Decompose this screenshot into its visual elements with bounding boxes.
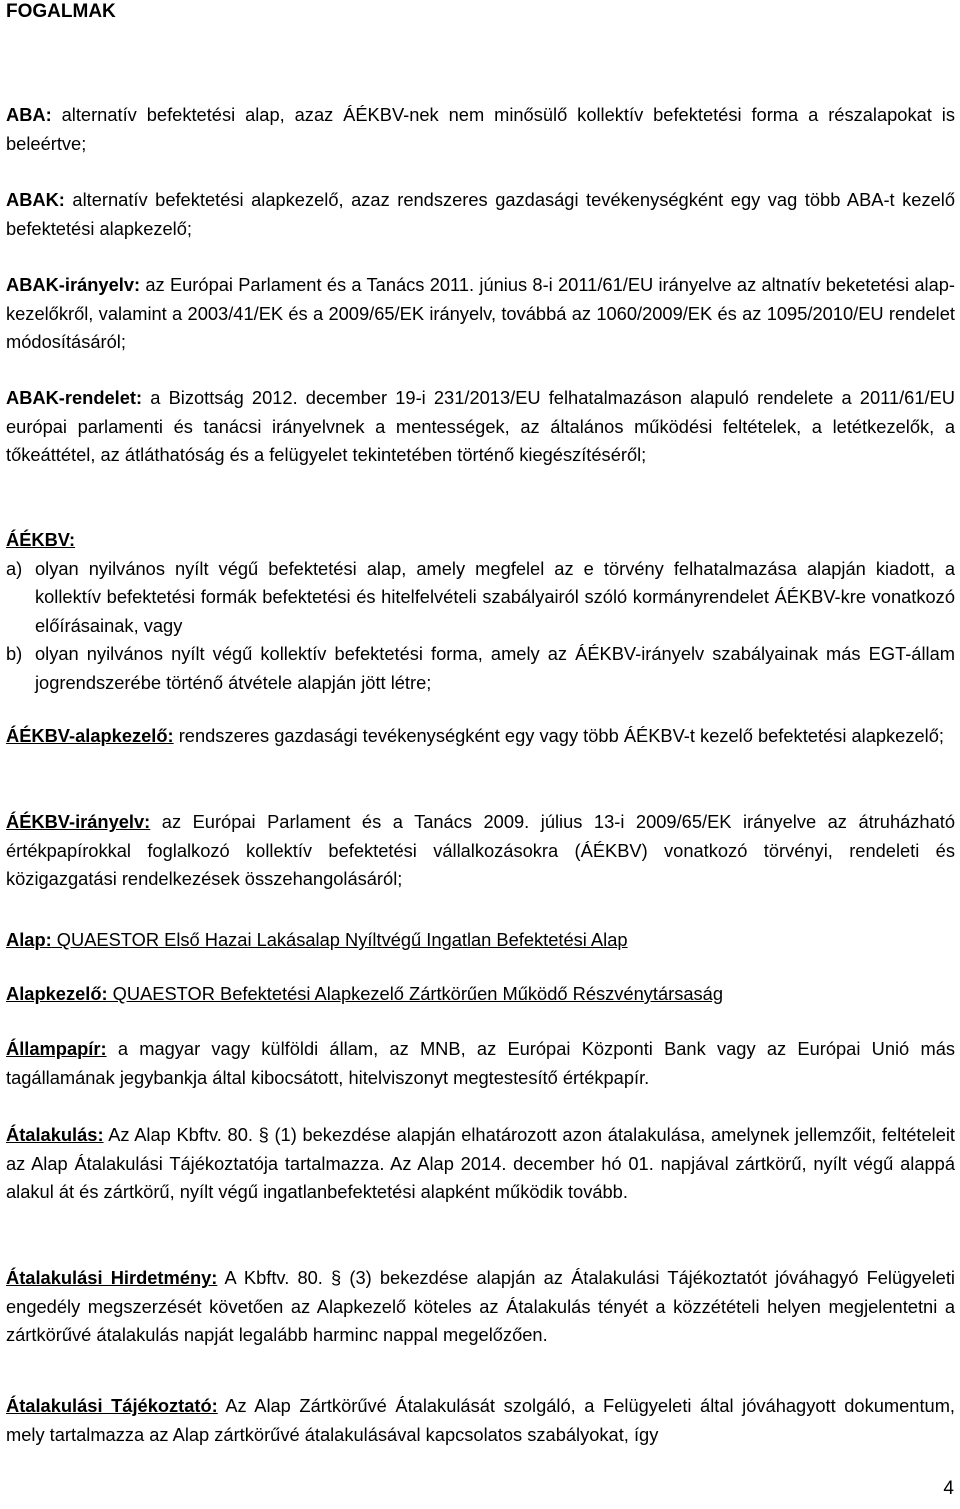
list-item-marker: a): [6, 557, 23, 579]
definition-alap: [6, 926, 955, 955]
definition-term: Alapkezelő:: [6, 983, 108, 1004]
definition-term: Átalakulási Tájékoztató:: [6, 1395, 218, 1416]
list-item: [6, 640, 955, 697]
definition-aekbv-alapkezelo: [6, 722, 955, 751]
list-item-marker: b): [6, 643, 23, 664]
definition-atalakulas: [6, 1121, 955, 1207]
list-item-text: olyan nyilvános nyílt végű kollektív befektetési forma, amely az ÁÉKBV-irányelv szabályainak más EGT-állam jogrendszerébe történő átvétele alapján jött létre;: [35, 643, 955, 693]
definition-text: QUAESTOR Első Hazai Lakásalap Nyíltvégű Ingatlan Befektetési Alap: [51, 929, 628, 950]
definition-text: az Európai Parlament és a Tanács 2011. június 8-i 2011/61/EU irányelve az altnatív beketetési alap-kezelőkről, valamint a 2003/41/EK és a 2009/65/EK irányelv, továbbá az 1060/2009/EK és az 1095/2010/EU rendelet módosításáról;: [6, 274, 955, 352]
definition-text: alternatív befektetési alapkezelő, azaz rendszeres gazdasági tevékenységként egy vag több ABA-t kezelő befektetési alapkezelő;: [6, 189, 955, 239]
definition-aekbv-iranyelv: [6, 808, 955, 894]
definition-text: alternatív befektetési alap, azaz ÁÉKBV-nek nem minősülő kollektív befektetési forma a részalapokat is beleértve;: [6, 104, 955, 154]
definition-abak-rendelet: [6, 384, 955, 470]
definition-text: A Kbftv. 80. § (3) bekezdése alapján az Átalakulási Tájékoztatót jóváhagyó Felügyeleti engedély megszerzését követően az Alapkezelő köteles az Átalakulás tényét a közzétételi helyen megjelentetni a zártkörűvé átalakulás napját legalább harminc nappal megelőzően.: [6, 1267, 955, 1345]
definition-term: Alap:: [6, 929, 52, 950]
page-title: FOGALMAK: [6, 1, 116, 22]
definition-text: az Európai Parlament és a Tanács 2009. július 13-i 2009/65/EK irányelve az átruházható értékpapírokkal foglalkozó kollektív befektetési vállalkozásokra (ÁÉKBV) vonatkozó törvényi, rendeleti és közigazgatási rendelkezések összehangolásáról;: [6, 811, 955, 889]
definition-text: a magyar vagy külföldi állam, az MNB, az Európai Központi Bank vagy az Európai Unió más tagállamának jegybankja által kibocsátott, hitelviszonyt megtestesítő értékpapír.: [6, 1038, 955, 1088]
page-number: 4: [943, 1478, 954, 1499]
definition-allampapir: [6, 1035, 955, 1092]
definition-term: Állampapír:: [6, 1038, 107, 1059]
definition-abak-iranyelv: [6, 271, 955, 357]
definition-text: a Bizottság 2012. december 19-i 231/2013/EU felhatalmazáson alapuló rendelete a 2011/61/EU európai parlamenti és tanácsi irányelvnek a mentességek, az általános működési feltételek, a letétkezelők, a tőkeáttétel, az átláthatóság és a felügyelet tekintetében történő kiegészítéséről;: [6, 387, 955, 465]
definition-atalakulasi-tajekoztato: [6, 1392, 955, 1449]
definition-term: Átalakulási Hirdetmény:: [6, 1267, 218, 1288]
definition-term: ABA:: [6, 104, 52, 125]
list-item-text: olyan nyilvános nyílt végű befektetési alap, amely megfelel az e törvény felhatalmazása alapján kiadott, a kollektív befektetési formák befektetési és hitelfelvételi szabályairól szóló kormányrendelet ÁÉKBV-kre vonatkozó előírásainak, vagy: [35, 557, 955, 636]
definition-term: Átalakulás:: [6, 1124, 104, 1145]
definition-text: Az Alap Kbftv. 80. § (1) bekezdése alapján elhatározott azon átalakulása, amelynek jellemzőit, feltételeit az Alap Átalakulási Tájékoztatója tartalmazza. Az Alap 2014. december hó 01. napjával zártkörű, nyílt végű alappá alakul át és zártkörű, nyílt végű ingatlanbefektetési alapként működik tovább.: [6, 1124, 955, 1202]
definition-text: QUAESTOR Befektetési Alapkezelő Zártkörűen Működő Részvénytársaság: [107, 983, 724, 1004]
definition-term: ÁÉKBV-alapkezelő:: [6, 725, 174, 746]
definition-text: Az Alap Zártkörűvé Átalakulását szolgáló, a Felügyeleti által jóváhagyott dokumentum, mely tartalmazza az Alap zártkörűvé átalakulásával kapcsolatos szabályokat, így: [6, 1395, 956, 1445]
definition-aekbv: [6, 526, 955, 697]
definition-term: ABAK-irányelv:: [6, 274, 141, 295]
definition-term: ÁÉKBV:: [6, 529, 76, 550]
definition-term: ÁÉKBV-irányelv:: [6, 811, 151, 832]
list-item: [6, 555, 955, 641]
definition-term: ABAK:: [6, 189, 65, 210]
definition-term: ABAK-rendelet:: [6, 387, 143, 408]
definition-atalakulasi-hirdetmeny: [6, 1264, 955, 1350]
definition-aba: [6, 101, 955, 158]
definition-text: rendszeres gazdasági tevékenységként egy vagy több ÁÉKBV-t kezelő befektetési alapkezelő;: [173, 725, 944, 746]
definition-abak: [6, 186, 955, 243]
definition-alapkezelo: [6, 980, 955, 1009]
